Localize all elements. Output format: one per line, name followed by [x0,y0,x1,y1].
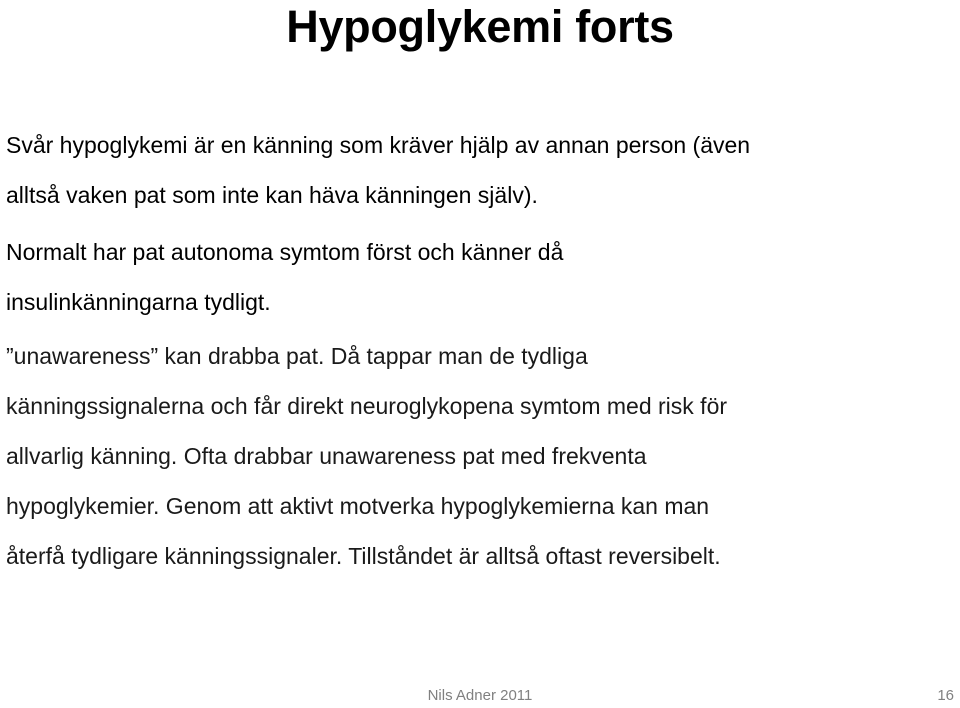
paragraph-line: alltså vaken pat som inte kan häva känningen själv). [6,182,538,208]
paragraph-unawareness [6,331,954,581]
paragraph-line: insulinkänningarna tydligt. [6,289,271,315]
footer-author: Nils Adner 2011 [427,687,533,704]
page-number: 16 [937,687,954,704]
paragraph-line: allvarlig känning. Ofta drabbar unawareness pat med frekventa [6,443,647,469]
paragraph-autonomic-symptoms [6,227,954,327]
paragraph-line: Svår hypoglykemi är en känning som kräver hjälp av annan person (även [6,132,751,158]
paragraph-line: återfå tydligare känningssignaler. Tillståndet är alltså oftast reversibelt. [6,543,721,569]
paragraph-line: Normalt har pat autonoma symtom först och känner då [6,239,564,265]
paragraph-line: ”unawareness” kan drabba pat. Då tappar man de tydliga [6,343,588,369]
paragraph-severe-hypoglycemia [6,120,954,220]
slide-title: Hypoglykemi forts [286,1,674,52]
paragraph-line: hypoglykemier. Genom att aktivt motverka hypoglykemierna kan man [6,493,710,519]
paragraph-line: känningssignalerna och får direkt neuroglykopena symtom med risk för [6,393,728,419]
